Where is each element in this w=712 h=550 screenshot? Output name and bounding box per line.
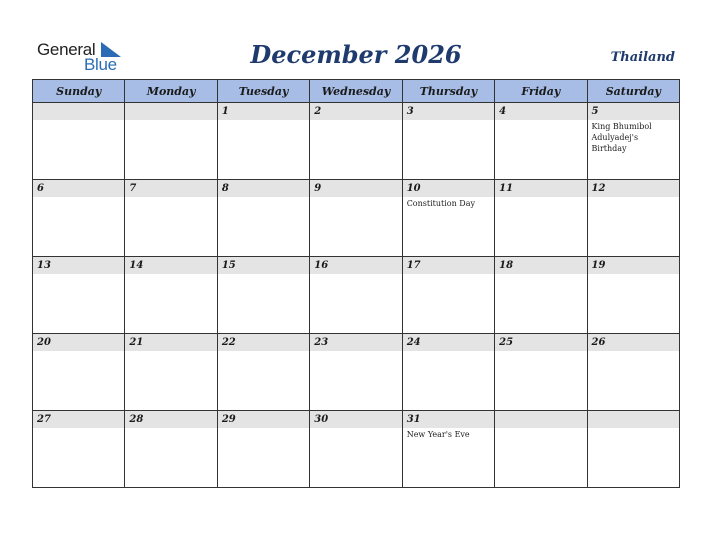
day-number [495,411,586,428]
day-number: 25 [495,334,586,351]
day-cell [33,103,125,180]
day-number: 30 [310,411,401,428]
day-cell [495,103,587,180]
day-number: 7 [125,180,216,197]
day-cell [402,103,494,180]
weekday-saturday: Saturday [587,80,679,103]
day-cell [587,257,679,334]
day-cell [587,103,679,180]
day-number [588,411,679,428]
day-number: 26 [588,334,679,351]
day-number: 1 [218,103,309,120]
day-number: 11 [495,180,586,197]
day-number: 20 [33,334,124,351]
day-number: 18 [495,257,586,274]
day-number: 15 [218,257,309,274]
day-cell [217,257,309,334]
day-number: 22 [218,334,309,351]
day-cell [495,257,587,334]
day-cell [125,411,217,488]
day-cell [310,180,402,257]
day-number: 31 [403,411,494,428]
weekday-tuesday: Tuesday [217,80,309,103]
day-number: 6 [33,180,124,197]
day-cell [402,334,494,411]
day-cell [495,411,587,488]
day-number: 4 [495,103,586,120]
day-number: 19 [588,257,679,274]
day-cell [587,411,679,488]
day-cell [310,411,402,488]
weekday-monday: Monday [125,80,217,103]
day-cell [402,180,494,257]
week-row [33,411,680,488]
day-cell [402,411,494,488]
day-number: 2 [310,103,401,120]
day-number: 12 [588,180,679,197]
calendar-grid [32,79,680,488]
day-number: 10 [403,180,494,197]
holiday-label: New Year's Eve [406,430,470,439]
weekday-sunday: Sunday [33,80,125,103]
day-cell [217,180,309,257]
day-cell [402,257,494,334]
day-cell [125,180,217,257]
day-number: 27 [33,411,124,428]
day-number: 23 [310,334,401,351]
day-number: 8 [218,180,309,197]
holiday-label: Constitution Day [406,199,476,208]
logo-word-blue: Blue [84,55,117,74]
calendar-title: December 2026 [250,40,462,69]
day-number: 21 [125,334,216,351]
week-row [33,257,680,334]
day-number: 16 [310,257,401,274]
day-cell [217,411,309,488]
logo-word-general: General [37,40,96,59]
day-cell [33,180,125,257]
day-cell [125,257,217,334]
week-row [33,103,680,180]
country-name: Thailand [610,50,675,65]
day-cell [33,334,125,411]
day-number: 3 [403,103,494,120]
day-number: 14 [125,257,216,274]
day-number: 17 [403,257,494,274]
day-cell [495,180,587,257]
day-cell [587,334,679,411]
day-number: 5 [588,103,679,120]
day-cell [217,334,309,411]
day-cell [310,103,402,180]
day-cell [587,180,679,257]
day-number [125,103,216,120]
day-cell [33,411,125,488]
day-cell [310,257,402,334]
weekday-thursday: Thursday [402,80,494,103]
day-number: 24 [403,334,494,351]
day-cell [495,334,587,411]
day-cell [217,103,309,180]
day-number: 29 [218,411,309,428]
weekday-wednesday: Wednesday [310,80,402,103]
day-number: 9 [310,180,401,197]
day-cell [125,334,217,411]
day-number: 28 [125,411,216,428]
weekday-friday: Friday [495,80,587,103]
week-row [33,180,680,257]
week-row [33,334,680,411]
day-cell [33,257,125,334]
day-number [33,103,124,120]
day-cell [125,103,217,180]
weekday-header-row [33,80,680,103]
holiday-label: King Bhumibol Adulyadej's Birthday [591,122,652,153]
day-cell [310,334,402,411]
day-number: 13 [33,257,124,274]
